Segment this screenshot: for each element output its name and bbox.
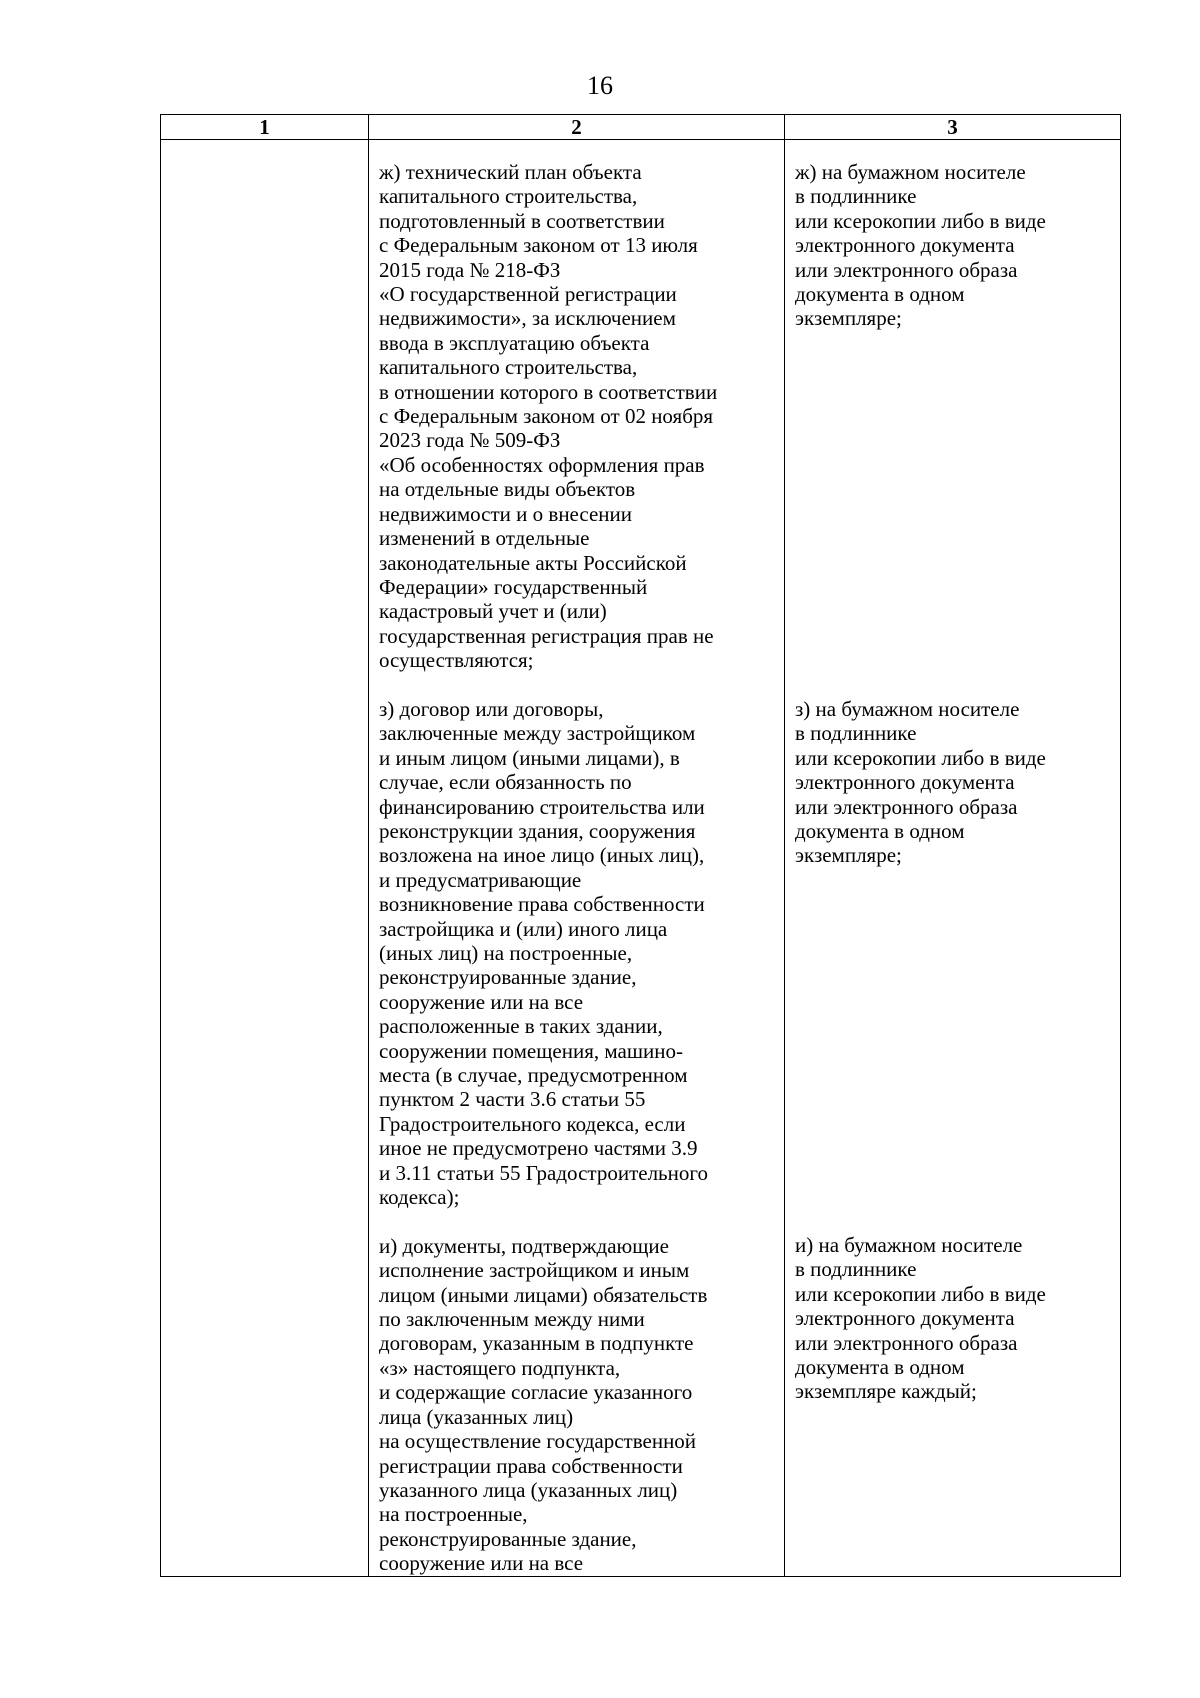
entry-i-document: и) документы, подтверждающие исполнение застройщиком и иным лицом (иными лицами) обязательств по заключенным между ними договорам, указанным в подпункте «з» настоящего подпункта, и содержащие согласие указанного лица (указанных лиц) на осуществление государственной регистрации права собственности указанного лица (указанных лиц) на построенные, реконструированные здание, сооружение или на все xyxy=(379,1233,708,1576)
entry-i-format: и) на бумажном носителе в подлиннике или ксерокопии либо в виде электронного документа или электронного образа документа в одном экземпляре каждый; xyxy=(795,1233,1046,1404)
entry-z-document: з) договор или договоры, заключенные между застройщиком и иным лицом (иными лицами), в случае, если обязанность по финансированию строительства или реконструкции здания, сооружения возложена на иное лицо (иных лиц), и предусматривающие возникновение права собственности застройщика и (или) иного лица (иных лиц) на построенные, реконструированные здание, сооружение или на все расположенные в таких здании, сооружении помещения, машино- места (в случае, предусмотренном пунктом 2 части 3.6 статьи 55 Градостроительного кодекса, если иное не предусмотрено частями 3.9 и 3.11 статьи 55 Градостроительного кодекса); xyxy=(379,696,708,1210)
page-number: 16 xyxy=(587,71,613,100)
entry-zh-format: ж) на бумажном носителе в подлиннике или ксерокопии либо в виде электронного документа или электронного образа документа в одном экземпляре; xyxy=(795,160,1046,331)
entry-zh-document: ж) технический план объекта капитального строительства, подготовленный в соответствии с Федеральным законом от 13 июля 2015 года № 218-ФЗ «О государственной регистрации недвижимости», за исключением ввода в эксплуатацию объекта капитального строительства, в отношении которого в соответствии с Федеральным законом от 02 ноября 2023 года № 509-ФЗ «Об особенностях оформления прав на отдельные виды объектов недвижимости и о внесении изменений в отдельные законодательные акты Российской Федерации» государственный кадастровый учет и (или) государственная регистрация прав не осуществляются; xyxy=(379,160,718,673)
entry-z-format: з) на бумажном носителе в подлиннике или ксерокопии либо в виде электронного документа или электронного образа документа в одном экземпляре; xyxy=(795,697,1046,868)
column-1-cell xyxy=(161,140,369,1577)
table-row xyxy=(161,140,1121,1577)
column-header-2: 2 xyxy=(369,115,785,140)
document-table xyxy=(160,114,1121,1577)
column-header-1: 1 xyxy=(161,115,369,140)
table-header-row xyxy=(161,115,1121,140)
column-header-3: 3 xyxy=(785,115,1121,140)
column-3-cell xyxy=(785,140,1121,1577)
column-2-cell xyxy=(369,140,785,1577)
